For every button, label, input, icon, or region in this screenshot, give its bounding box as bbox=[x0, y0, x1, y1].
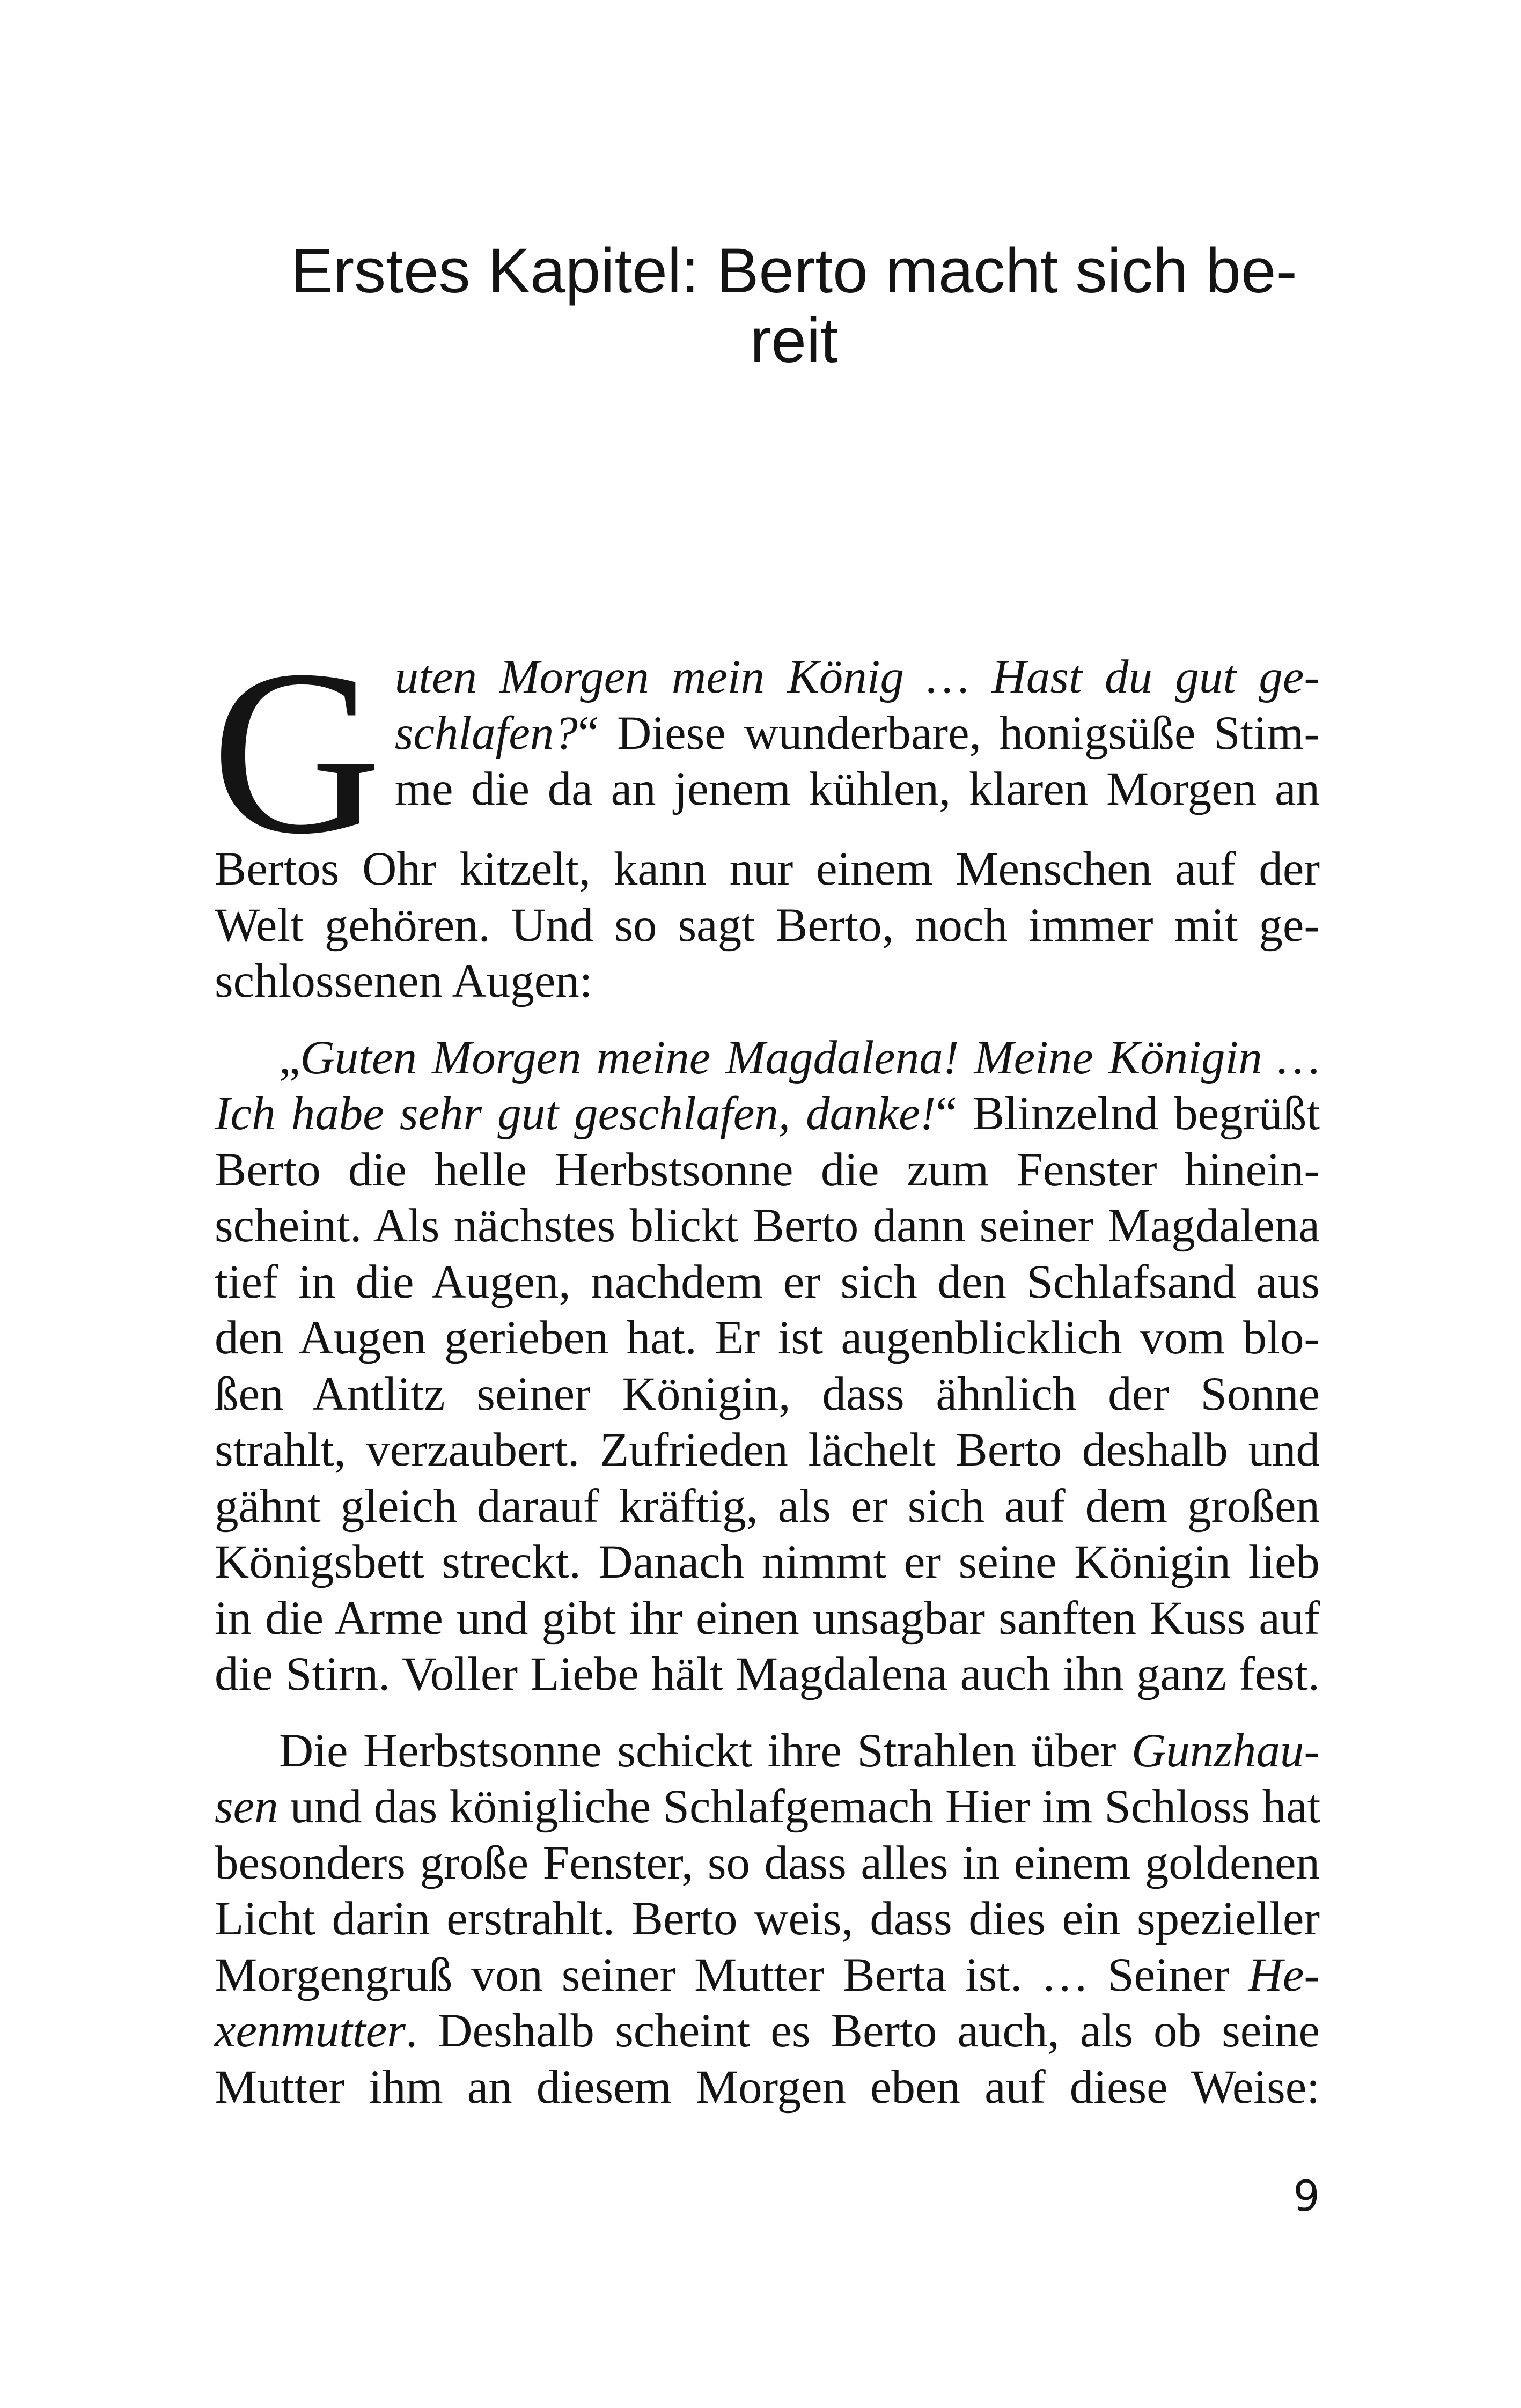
chapter-title-line-1: Erstes Kapitel: Berto macht sich be- bbox=[291, 235, 1297, 306]
text-line: in die Arme und gibt ihr einen unsagbar sanften Kuss auf bbox=[215, 1592, 1320, 1645]
text-line: Licht darin erstrahlt. Berto weis, dass dies ein spezieller bbox=[215, 1892, 1320, 1945]
text-line: Bertos Ohr kitzelt, kann nur einem Menschen auf der bbox=[215, 843, 1320, 895]
text-line: Mutter ihm an diesem Morgen eben auf diese Weise: bbox=[215, 2060, 1320, 2114]
page-number: 9 bbox=[1293, 2173, 1320, 2221]
text-line: Ich habe sehr gut geschlafen, danke!“ Blinzelnd begrüßt bbox=[215, 1087, 1320, 1140]
paragraph-3 bbox=[215, 1723, 1320, 2116]
text-line: scheint. Als nächstes blickt Berto dann seiner Magdalena bbox=[215, 1199, 1320, 1252]
paragraph-1 bbox=[211, 622, 1320, 1010]
drop-cap: G bbox=[211, 622, 382, 883]
text-line: ßen Antlitz seiner Königin, dass ähnlich der Sonne bbox=[215, 1367, 1320, 1420]
body-text bbox=[211, 622, 1321, 2115]
text-line: gähnt gleich darauf kräftig, als er sich auf dem großen bbox=[215, 1479, 1320, 1533]
text-line: Morgengruß von seiner Mutter Berta ist. … Seiner He- bbox=[215, 1948, 1320, 2001]
text-line: tief in die Augen, nachdem er sich den Schlafsand aus bbox=[215, 1255, 1320, 1308]
text-line: Königsbett streckt. Danach nimmt er seine Königin lieb bbox=[215, 1536, 1320, 1588]
text-line: sen und das königliche Schlafgemach Hier im Schloss hat bbox=[215, 1780, 1321, 1833]
text-line: die Stirn. Voller Liebe hält Magdalena auch ihn ganz fest. bbox=[215, 1648, 1320, 1700]
text-line: Welt gehören. Und so sagt Berto, noch immer mit ge- bbox=[215, 899, 1320, 952]
text-line: schlossenen Augen: bbox=[215, 955, 593, 1007]
text-line: me die da an jenem kühlen, klaren Morgen an bbox=[394, 763, 1320, 815]
text-line: Die Herbstsonne schickt ihre Strahlen über Gunzhau- bbox=[279, 1724, 1320, 1777]
text-line: uten Morgen mein König … Hast du gut ge- bbox=[394, 651, 1320, 703]
chapter-title bbox=[215, 236, 1373, 375]
text-line: xenmutter. Deshalb scheint es Berto auch, als ob seine bbox=[215, 2005, 1320, 2057]
paragraph-2 bbox=[215, 1030, 1320, 1703]
text-line: schlafen?“ Diese wunderbare, honigsüße Stim- bbox=[394, 706, 1320, 760]
text-line: Berto die helle Herbstsonne die zum Fenster hinein- bbox=[215, 1143, 1320, 1196]
text-line: „Guten Morgen meine Magdalena! Meine Königin … bbox=[279, 1031, 1320, 1084]
text-line: den Augen gerieben hat. Er ist augenblicklich vom blo- bbox=[215, 1312, 1320, 1364]
chapter-title-line-2: reit bbox=[750, 305, 838, 376]
text-line: strahlt, verzaubert. Zufrieden lächelt Berto deshalb und bbox=[215, 1424, 1320, 1476]
text-line: besonders große Fenster, so dass alles in einem goldenen bbox=[215, 1836, 1320, 1889]
